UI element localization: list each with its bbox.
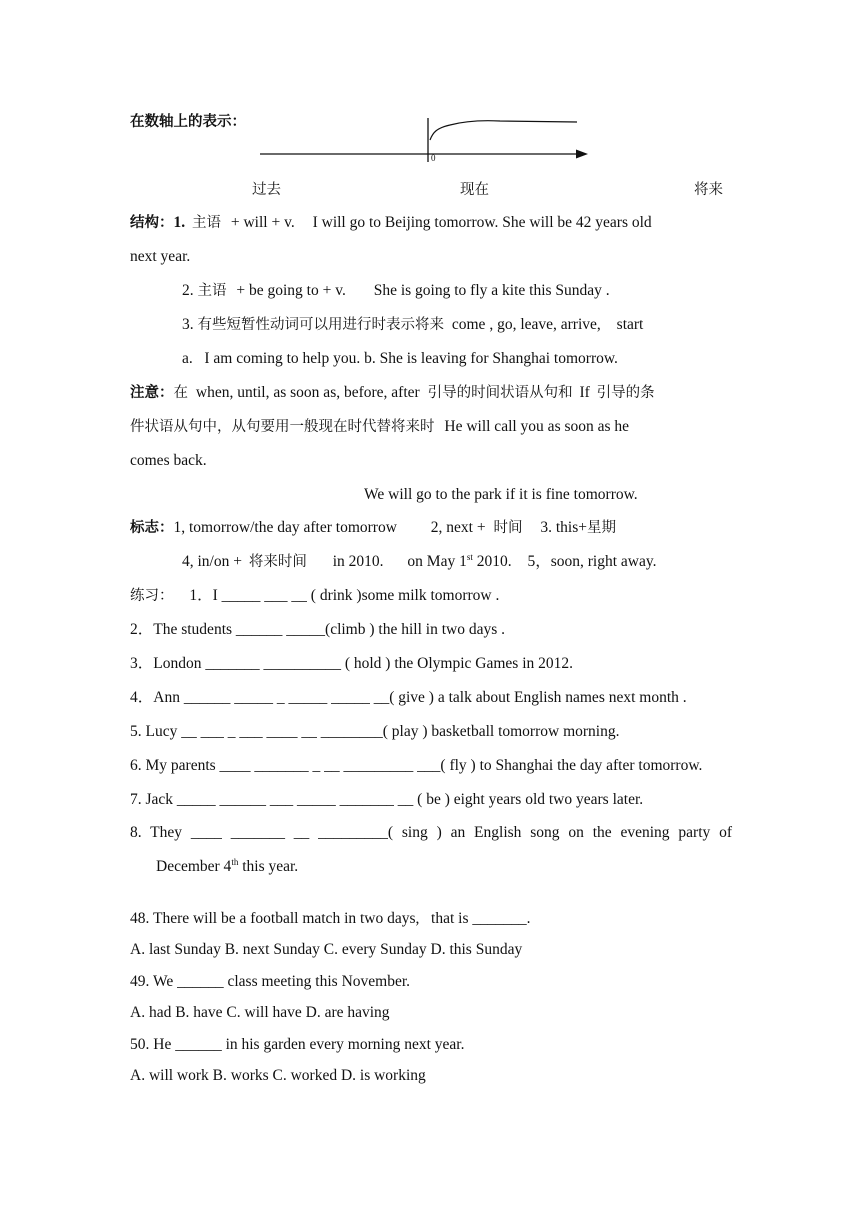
sign-item-1: 1, tomorrow/the day after tomorrow xyxy=(173,519,397,536)
sign-item-3-cn: 星期 xyxy=(586,520,616,536)
practice-q8-cont xyxy=(156,857,298,877)
note-label: 注意： xyxy=(130,385,174,401)
structure-label: 结构： xyxy=(130,215,174,231)
note-t5: 引导的条 xyxy=(596,385,655,401)
progressive-future-cn: 有些短暂性动词可以用进行时表示将来 xyxy=(197,317,444,333)
mcq-a49: A. had B. have C. will have D. are having xyxy=(130,1004,390,1021)
signs-label: 标志： xyxy=(130,520,174,536)
timeline-future-label: 将来 xyxy=(694,182,723,198)
timeline-past-label: 过去 xyxy=(252,182,281,198)
origin-label: 0 xyxy=(431,153,436,163)
structure-line-3 xyxy=(182,315,643,335)
signs-line-1 xyxy=(130,518,616,538)
sign-item-5: in 2010. xyxy=(332,553,384,570)
practice-q7: 7. Jack _____ ______ ___ _____ _______ __ ( be ) eight years old two years later. xyxy=(130,791,644,808)
structure-line-1-cont: next year. xyxy=(130,248,191,265)
practice-q8-sup: th xyxy=(231,856,239,867)
note-line-1 xyxy=(130,383,655,403)
mcq-q50: 50. He ______ in his garden every morning next year. xyxy=(130,1036,465,1053)
progressive-verb-start: start xyxy=(616,316,644,333)
sign-item-2-cn: 时间 xyxy=(493,520,523,536)
note-if: If xyxy=(579,384,590,401)
mcq-a50: A. will work B. works C. worked D. is working xyxy=(130,1067,426,1084)
future-curve xyxy=(430,121,577,140)
mcq-a48: A. last Sunday B. next Sunday C. every Sunday D. this Sunday xyxy=(130,941,523,958)
practice-q2: 2．The students ______ _____(climb ) the hill in two days . xyxy=(130,621,505,638)
timeline-heading: 在数轴上的表示： xyxy=(130,114,246,130)
practice-q6: 6. My parents ____ _______ _ __ _________ ___( fly ) to Shanghai the day after tomorrow. xyxy=(130,757,703,774)
sign-item-4: 4, in/on + xyxy=(182,553,242,570)
practice-q1: 1．I _____ ___ __ ( drink )some milk tomorrow . xyxy=(189,587,500,604)
sign-item-7: 5，soon, right away. xyxy=(527,553,657,570)
subject-cn: 主语 xyxy=(192,215,221,231)
structure-line-1 xyxy=(130,213,652,233)
sign-item-6-tail: 2010. xyxy=(472,553,512,570)
sign-item-3: 3. this+ xyxy=(540,519,587,536)
practice-q8-date: December 4 xyxy=(156,858,232,875)
going-to-formula: + be going to + v. xyxy=(236,282,346,299)
note-line-2 xyxy=(130,417,629,437)
note-l2-cn: 件状语从句中，从句要用一般现在时代替将来时 xyxy=(130,419,435,435)
note-line-4: We will go to the park if it is fine tomorrow. xyxy=(364,486,638,503)
note-t1: 在 xyxy=(173,385,188,401)
timeline-diagram xyxy=(255,110,595,170)
note-line-3: comes back. xyxy=(130,452,207,469)
signs-line-2 xyxy=(182,552,657,572)
note-l2-en: He will call you as soon as he xyxy=(444,418,630,435)
will-example: I will go to Beijing tomorrow. She will be 42 years old xyxy=(312,214,652,231)
subject-cn-2: 主语 xyxy=(197,283,227,299)
structure-num-2: 2. xyxy=(182,282,194,299)
note-conjunctions: when, until, as soon as, before, after xyxy=(195,384,420,401)
going-to-example: She is going to fly a kite this Sunday . xyxy=(373,282,610,299)
practice-label: 练习： xyxy=(130,588,174,604)
timeline-arrowhead xyxy=(576,150,588,159)
note-t3: 引导的时间状语从句和 xyxy=(427,385,573,401)
sign-item-4-cn: 将来时间 xyxy=(248,554,307,570)
practice-q8-tail: this year. xyxy=(238,858,299,875)
structure-line-2 xyxy=(182,281,610,301)
practice-q4: 4．Ann ______ _____ _ _____ _____ __( give ) a talk about English names next month . xyxy=(130,689,687,706)
practice-line-1 xyxy=(130,586,499,606)
sign-item-2: 2, next + xyxy=(430,519,486,536)
sign-item-6: on May 1 xyxy=(407,553,467,570)
progressive-verbs: come , go, leave, arrive, xyxy=(451,316,601,333)
will-formula: + will + v. xyxy=(230,214,295,231)
timeline-now-label: 现在 xyxy=(460,182,489,198)
structure-num-3: 3. xyxy=(182,316,194,333)
progressive-examples: a. I am coming to help you. b. She is leaving for Shanghai tomorrow. xyxy=(182,350,618,367)
mcq-q48: 48. There will be a football match in two days, that is _______. xyxy=(130,910,531,927)
practice-q3: 3．London _______ __________ ( hold ) the Olympic Games in 2012. xyxy=(130,655,573,672)
structure-num-1: 1. xyxy=(173,214,186,231)
sign-item-6-sup: st xyxy=(466,551,473,562)
mcq-q49: 49. We ______ class meeting this November. xyxy=(130,973,411,990)
practice-q5: 5. Lucy __ ___ _ ___ ____ __ ________( play ) basketball tomorrow morning. xyxy=(130,723,620,740)
practice-q8: 8. They ____ _______ __ _________( sing ) an English song on the evening party of xyxy=(130,824,732,841)
